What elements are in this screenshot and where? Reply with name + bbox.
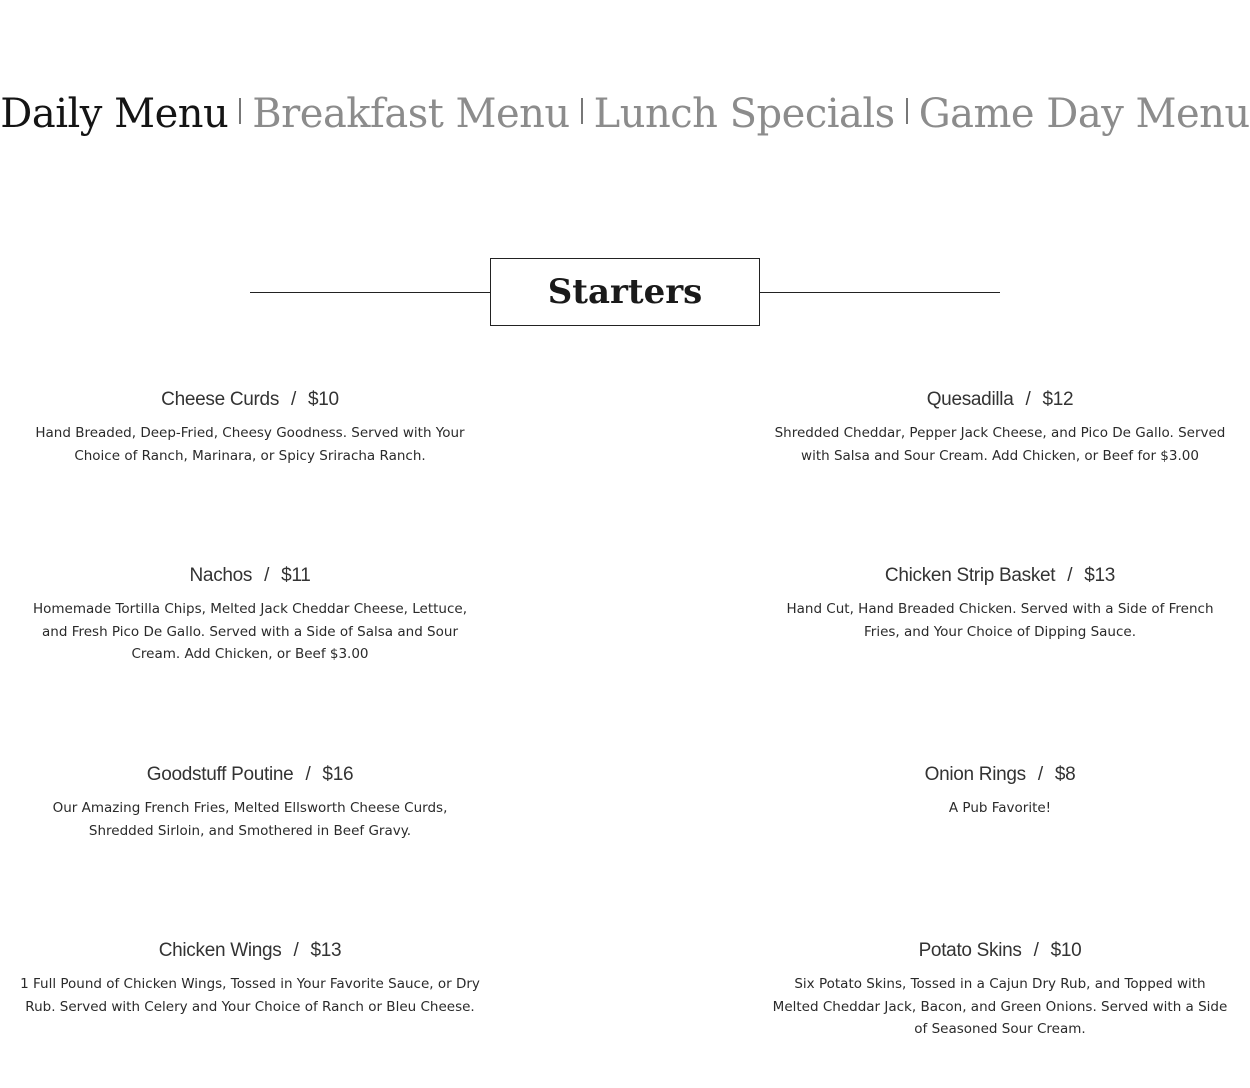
section-divider-right	[760, 292, 1000, 293]
item-description: Homemade Tortilla Chips, Melted Jack Cheddar Cheese, Lettuce, and Fresh Pico De Gallo. Served with a Side of Salsa and Sour Cream. Add Chicken, or Beef $3.00	[32, 601, 467, 662]
tab-divider	[581, 98, 583, 124]
menu-item-quesadilla	[770, 386, 1230, 467]
item-price: $16	[322, 764, 354, 785]
item-name: Potato Skins	[918, 940, 1022, 961]
item-title	[20, 562, 480, 590]
menu-item-nachos	[20, 562, 480, 666]
item-price: $10	[1050, 940, 1082, 961]
item-name: Chicken Wings	[158, 940, 282, 961]
section-divider-left	[250, 292, 490, 293]
tab-daily-menu[interactable]: Daily Menu	[0, 91, 229, 137]
price-separator: /	[291, 389, 297, 410]
item-price: $12	[1042, 389, 1074, 410]
menu-item-potato-skins	[770, 937, 1230, 1041]
item-name: Onion Rings	[924, 764, 1026, 785]
item-description: Shredded Cheddar, Pepper Jack Cheese, and Pico De Gallo. Served with Salsa and Sour Cream. Add Chicken, or Beef for $3.00	[774, 425, 1226, 464]
item-description: Six Potato Skins, Tossed in a Cajun Dry Rub, and Topped with Melted Cheddar Jack, Bacon, and Green Onions. Served with a Side of Seasoned Sour Cream.	[772, 976, 1228, 1037]
item-description: Hand Breaded, Deep-Fried, Cheesy Goodness. Served with Your Choice of Ranch, Marinara, or Spicy Sriracha Ranch.	[35, 425, 465, 464]
price-separator: /	[264, 565, 270, 586]
item-title	[770, 386, 1230, 414]
item-name: Goodstuff Poutine	[146, 764, 294, 785]
item-name: Quesadilla	[926, 389, 1014, 410]
menu-item-chicken-strip-basket	[770, 562, 1230, 643]
item-title	[770, 761, 1230, 789]
price-separator: /	[305, 764, 311, 785]
menu-item-goodstuff-poutine	[20, 761, 480, 842]
section-header	[250, 258, 1000, 326]
item-price: $11	[281, 565, 311, 586]
item-description: A Pub Favorite!	[948, 800, 1052, 816]
price-separator: /	[1037, 764, 1043, 785]
item-title	[20, 761, 480, 789]
item-name: Chicken Strip Basket	[884, 565, 1056, 586]
menu-tabs	[0, 86, 1250, 142]
item-description: Our Amazing French Fries, Melted Ellsworth Cheese Curds, Shredded Sirloin, and Smothered in Beef Gravy.	[52, 800, 448, 839]
price-separator: /	[1067, 565, 1073, 586]
menu-item-onion-rings	[770, 761, 1230, 820]
item-description: Hand Cut, Hand Breaded Chicken. Served with a Side of French Fries, and Your Choice of Dipping Sauce.	[786, 601, 1214, 640]
tab-lunch-specials[interactable]: Lunch Specials	[593, 91, 895, 137]
item-price: $8	[1054, 764, 1076, 785]
section-title-box	[490, 258, 760, 326]
price-separator: /	[1025, 389, 1031, 410]
price-separator: /	[293, 940, 299, 961]
menu-item-cheese-curds	[20, 386, 480, 467]
item-title	[770, 562, 1230, 590]
item-price: $13	[1084, 565, 1116, 586]
item-price: $10	[308, 389, 339, 410]
item-title	[20, 937, 480, 965]
item-description: 1 Full Pound of Chicken Wings, Tossed in Your Favorite Sauce, or Dry Rub. Served with Celery and Your Choice of Ranch or Bleu Cheese.	[20, 976, 480, 1015]
price-separator: /	[1033, 940, 1039, 961]
tab-game-day-menu[interactable]: Game Day Menu	[918, 91, 1250, 137]
tab-breakfast-menu[interactable]: Breakfast Menu	[252, 91, 570, 137]
item-title	[770, 937, 1230, 965]
item-name: Nachos	[189, 565, 253, 586]
item-name: Cheese Curds	[161, 389, 280, 410]
tab-divider	[239, 98, 241, 124]
item-price: $13	[310, 940, 342, 961]
tab-divider	[906, 98, 908, 124]
menu-item-chicken-wings	[20, 937, 480, 1018]
item-title	[20, 386, 480, 414]
section-title: Starters	[547, 272, 703, 312]
